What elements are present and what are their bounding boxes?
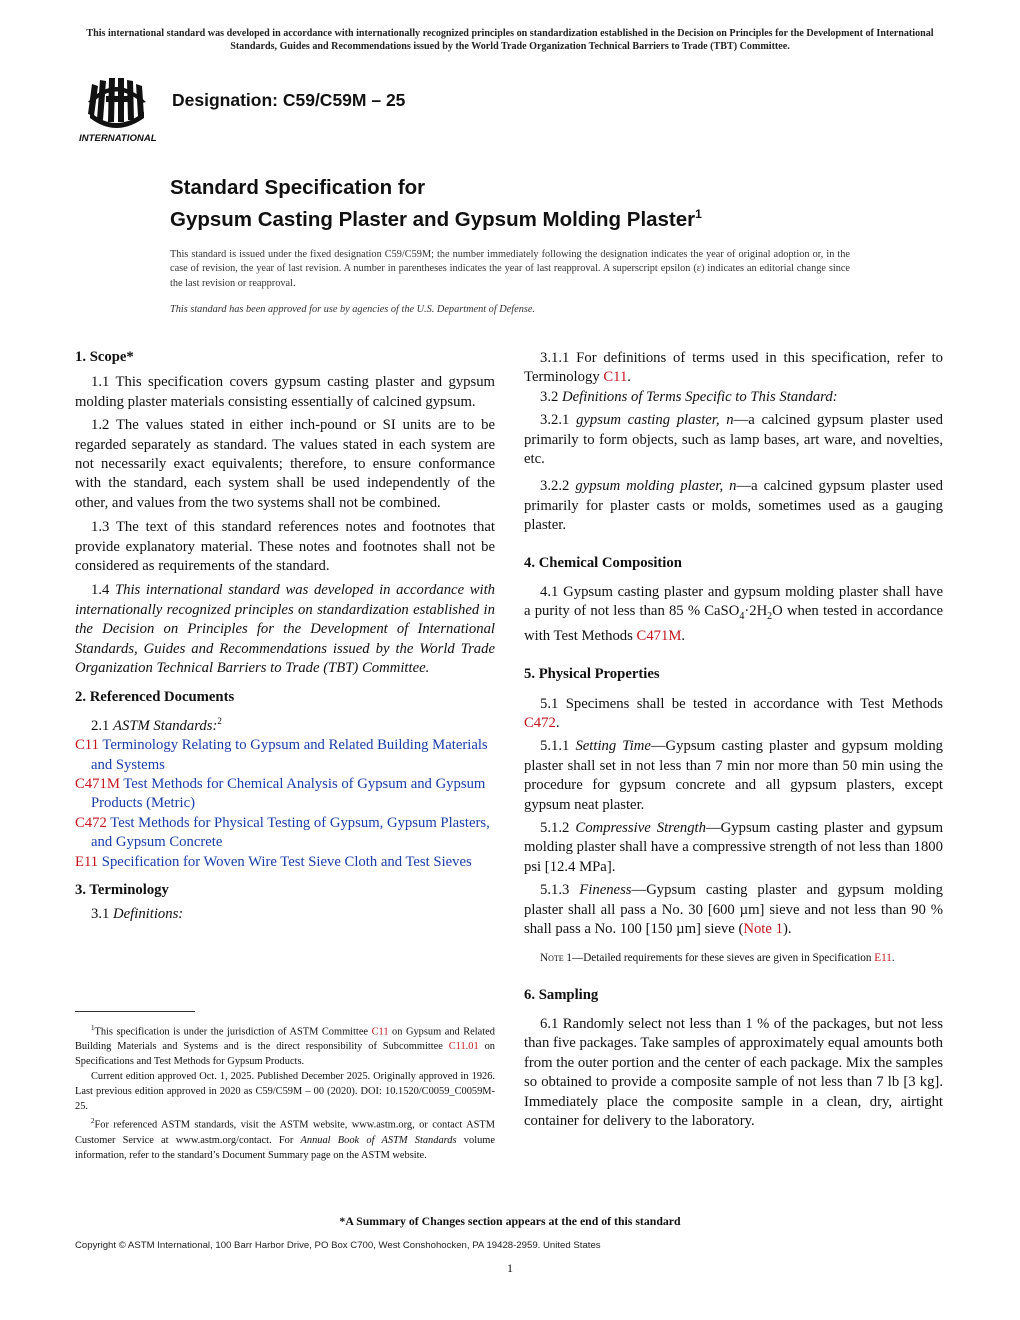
para-3-2-1-num: 3.2.1: [540, 412, 570, 429]
designation: Designation: C59/C59M – 25: [172, 90, 406, 110]
para-4-1-a: 4.1 Gypsum casting plaster and gypsum molding plaster shall have a purity of not less than 85 % CaSO: [524, 584, 943, 620]
para-2-1-label: ASTM Standards:: [113, 717, 218, 734]
para-2-1-num: 2.1: [91, 717, 110, 734]
para-1-4-num: 1.4: [91, 582, 110, 599]
title-main: Gypsum Casting Plaster and Gypsum Molding Plaster: [170, 207, 696, 231]
right-column: [524, 349, 943, 1131]
footnote-2-a: For referenced ASTM standards, visit the ASTM website, www.astm.org, or contact ASTM Customer Service at www.astm.org/contact. For: [75, 1119, 495, 1146]
para-4-1-ref[interactable]: C471M: [636, 627, 682, 644]
title-line-2: [170, 201, 702, 233]
para-3-2-2-term: gypsum molding plaster, n: [575, 478, 737, 495]
logo-letters: ASTM: [115, 106, 119, 107]
ref-code[interactable]: E11: [75, 853, 99, 870]
para-3-2-2: [524, 477, 943, 535]
top-notice: This international standard was developed in accordance with internationally recognized principles on standardization established in the Decision on Principles for the Development of International Standards, Guides and Recommendations issued by the World Trade Organization Technical Barriers to Trade (TBT) Committee.: [86, 28, 934, 52]
footnote-2-b: volume information, refer to the standard’s Document Summary page on the ASTM website.: [75, 1134, 495, 1161]
para-4-1-c: O when tested in accordance with Test Methods: [524, 603, 944, 644]
para-5-1-3-end: ).: [782, 921, 792, 938]
ref-item-c472[interactable]: [75, 814, 495, 853]
para-1-3: 1.3 The text of this standard references notes and footnotes that provide explanatory material. These notes and footnotes shall not be considered as requirements of the standard.: [75, 519, 495, 575]
ref-item-c11[interactable]: [75, 736, 495, 775]
para-5-1-3-term: Fineness: [579, 882, 632, 899]
astm-logo: [76, 72, 160, 144]
summary-of-changes-note: *A Summary of Changes section appears at the end of this standard: [339, 1214, 681, 1228]
footnote-1-ref-subcommittee[interactable]: C11.01: [448, 1041, 479, 1053]
para-5-1-ref[interactable]: C472: [524, 715, 556, 732]
para-5-1-1-text: —Gypsum casting plaster and gypsum molding plaster shall set in not less than 7 min nor more than 50 min using the procedure for gypsum concrete and all gypsum plasters, except gypsum neat plaster.: [524, 738, 944, 813]
footnote-1-ref-committee[interactable]: C11: [371, 1026, 389, 1038]
footnote-1-a: This specification is under the jurisdiction of ASTM Committee: [94, 1026, 369, 1038]
para-3-1-1-ref[interactable]: C11: [603, 369, 628, 386]
ref-title[interactable]: Terminology Relating to Gypsum and Related Building Materials and Systems: [91, 737, 488, 773]
page-number: 1: [507, 1261, 513, 1275]
para-5-1-3: [524, 881, 943, 939]
para-3-2-num: 3.2: [540, 388, 559, 405]
section-6-heading: 6. Sampling: [524, 986, 599, 1003]
note-1-ref[interactable]: E11: [874, 951, 892, 964]
ref-code[interactable]: C472: [75, 814, 107, 831]
para-3-2: [524, 388, 943, 407]
para-3-1-1: 3.1.1 For definitions of terms used in this specification, refer to Terminology C11.: [524, 350, 943, 386]
para-2-1-sup: 2: [217, 715, 222, 726]
section-2-heading: 2. Referenced Documents: [75, 688, 235, 705]
footnote-2-ital: Annual Book of ASTM Standards: [300, 1134, 457, 1146]
para-2-1: [75, 712, 495, 736]
astm-logo-icon: [76, 72, 160, 144]
para-5-1-1: [524, 737, 943, 815]
ref-item-e11[interactable]: [75, 853, 495, 872]
para-5-1-1-num: 5.1.1: [540, 738, 570, 755]
para-3-1-1-text: 3.1.1 For definitions of terms used in this specification, refer to Terminology: [524, 350, 943, 386]
para-4-1: 4.1 Gypsum casting plaster and gypsum molding plaster shall have a purity of not less than 85 % $CaSO_4\cdot 2H_2O$ when tested in accordance with Test Methods C471M.: [524, 584, 944, 644]
para-3-1: [75, 905, 495, 924]
para-3-2-2-num: 3.2.2: [540, 478, 570, 495]
document-title: [170, 174, 702, 233]
ref-item-c471m[interactable]: [75, 775, 495, 814]
para-3-2-label: Definitions of Terms Specific to This Standard:: [562, 388, 838, 405]
para-5-1-2-term: Compressive Strength: [575, 820, 706, 837]
footnote-1-b: on Gypsum and Related Building Materials and Systems and is the direct responsibility of Subcommittee: [75, 1026, 495, 1053]
para-1-2: 1.2 The values stated in either inch-pound or SI units are to be regarded separately as standard. The values stated in each system are not necessarily exact equivalents; therefore, to ensure conformance with the standard, each system shall be used independently of the other, and values from the two systems shall not be combined.: [75, 417, 495, 511]
note-1: Note 1—Detailed requirements for these sieves are given in Specification E11.: [540, 951, 895, 964]
note-1-label: Note 1: [540, 951, 573, 964]
para-5-1-2-text: —Gypsum casting plaster and gypsum molding plaster shall have a compressive strength of not less than 1800 psi [12.4 MPa].: [524, 820, 943, 875]
footnote-1-c: on Specifications and Test Methods for Gypsum Products.: [75, 1041, 495, 1068]
footnote-2: [75, 1114, 495, 1162]
section-5-heading: 5. Physical Properties: [524, 666, 660, 683]
issue-note: This standard is issued under the fixed designation C59/C59M; the number immediately following the designation indicates the year of original adoption or, in the case of revision, the year of last revision. A number in parentheses indicates the year of last reapproval. A superscript epsilon (ε) indicates an editorial change since the last revision or reapproval.: [170, 249, 850, 289]
para-1-4-text: This international standard was developed in accordance with internationally recognized principles on standardization established in the Decision on Principles for the Development of International Standards, Guides and Recommendations issued by the World Trade Organization Technical Barriers to Trade (TBT) Committee.: [75, 582, 495, 677]
ref-code[interactable]: C471M: [75, 776, 120, 793]
para-5-1-2: [524, 819, 943, 877]
para-4-1-sub1: 4: [739, 611, 745, 623]
para-3-2-1: [524, 411, 943, 469]
para-5-1-text: 5.1 Specimens shall be tested in accordance with Test Methods: [540, 695, 943, 712]
left-column: [75, 348, 495, 925]
para-5-1-2-num: 5.1.2: [540, 820, 570, 837]
logo-caption: INTERNATIONAL: [79, 133, 157, 144]
footnote-2-mark: 2: [91, 1117, 95, 1126]
section-3-heading: 3. Terminology: [75, 882, 169, 899]
ref-title[interactable]: Specification for Woven Wire Test Sieve Cloth and Test Sieves: [101, 853, 472, 870]
footnote-1-edition: Current edition approved Oct. 1, 2025. Published December 2025. Originally approved in 1926. Last previous edition approved in 2020 as C59/C59M – 00 (2020). DOI: 10.1520/C0059_C0059M-25.: [75, 1071, 495, 1113]
para-3-2-1-text: —a calcined gypsum plaster used primarily to form objects, such as lamp bases, art ware, and novelties, etc.: [524, 412, 943, 468]
para-5-1: 5.1 Specimens shall be tested in accordance with Test Methods C472.: [524, 695, 943, 732]
copyright: Copyright © ASTM International, 100 Barr Harbor Drive, PO Box C700, West Conshohocken, PA 19428-2959. United States: [75, 1240, 601, 1251]
section-1-heading: 1. Scope*: [75, 349, 134, 365]
para-6-1: 6.1 Randomly select not less than 1 % of the packages, but not less than five packages. Take samples of approximately equal amounts both from the outer portion and the center of each package. Mix the samples so obtained to provide a composite sample of not less than 7 lb [3 kg]. Immediately place the composite sample in a clean, dry, airtight container for delivery to the laboratory.: [524, 1015, 943, 1129]
para-4-1-b: ·2H: [744, 603, 768, 620]
para-5-1-3-text: —Gypsum casting plaster and gypsum molding plaster shall all pass a No. 30 [600 µm] sieve and not less than 90 % shall pass a No. 100 [150 µm] sieve (: [524, 882, 943, 938]
para-3-2-1-term: gypsum casting plaster, n: [576, 412, 734, 429]
footnotes: [75, 1021, 495, 1163]
footnote-1-mark: 1: [91, 1024, 95, 1032]
ref-title[interactable]: Test Methods for Physical Testing of Gypsum, Gypsum Plasters, and Gypsum Concrete: [91, 814, 490, 851]
para-3-1-num: 3.1: [91, 906, 110, 923]
para-1-4: [75, 581, 495, 678]
footnote-1: [75, 1021, 495, 1069]
para-4-1-sub2: 2: [767, 611, 773, 623]
para-5-1-1-term: Setting Time: [575, 738, 651, 755]
para-1-1: 1.1 This specification covers gypsum casting plaster and gypsum molding plaster materials consisting essentially of calcined gypsum.: [75, 374, 495, 410]
para-3-1-label: Definitions:: [113, 906, 184, 923]
defense-note: This standard has been approved for use by agencies of the U.S. Department of Defense.: [170, 304, 536, 315]
para-3-2-2-text: —a calcined gypsum plaster used primarily for plaster casts or molds, sometimes used as a gauging plaster.: [524, 478, 944, 534]
para-5-1-3-ref[interactable]: Note 1: [743, 921, 783, 938]
ref-code[interactable]: C11: [75, 737, 99, 754]
ref-title[interactable]: Test Methods for Chemical Analysis of Gypsum and Gypsum Products (Metric): [91, 776, 486, 812]
note-1-text: —Detailed requirements for these sieves are given in Specification: [572, 951, 872, 964]
section-4-heading: 4. Chemical Composition: [524, 554, 682, 571]
footnote-rule: [75, 1011, 195, 1012]
title-footnote-mark: 1: [695, 207, 702, 221]
para-5-1-3-num: 5.1.3: [540, 882, 570, 899]
title-line-1: Standard Specification for: [170, 176, 426, 199]
